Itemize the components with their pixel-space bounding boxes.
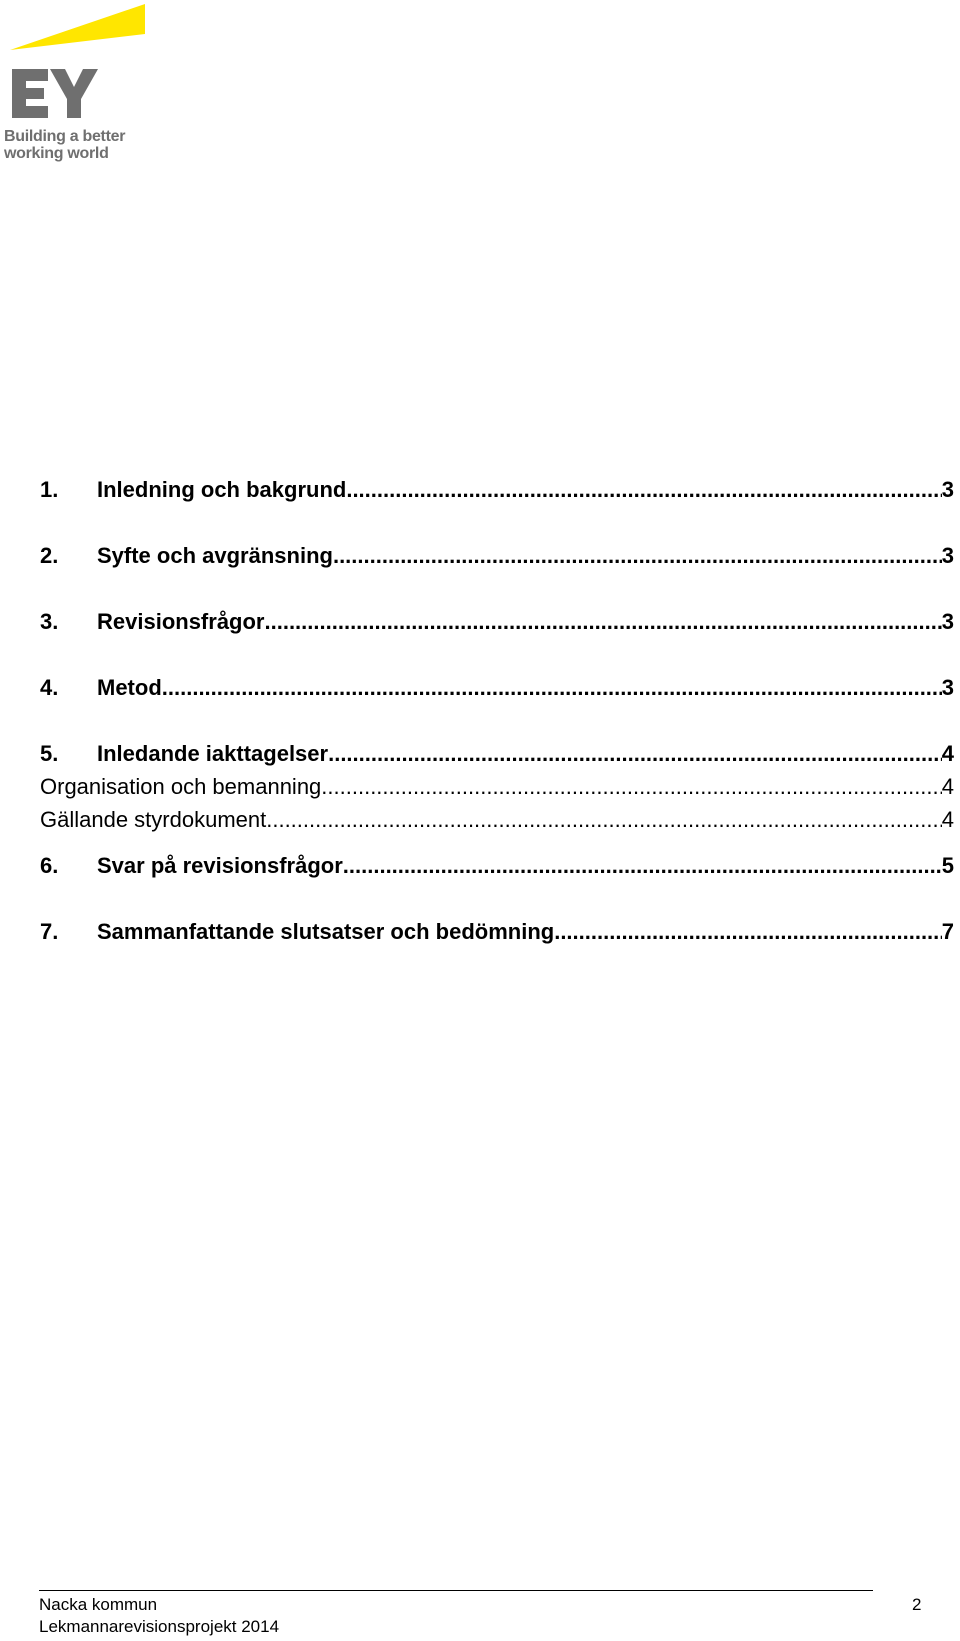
toc-leader <box>343 851 942 881</box>
ey-beam-icon <box>10 4 145 50</box>
toc-entry[interactable] <box>40 739 954 769</box>
footer-organization: Nacka kommun <box>39 1595 158 1614</box>
toc-entry[interactable] <box>40 772 954 802</box>
toc-entry[interactable] <box>40 607 954 637</box>
toc-number: 2. <box>40 543 59 568</box>
logo-tagline-line2: working world <box>4 145 109 162</box>
toc-title: Revisionsfrågor <box>97 609 265 634</box>
toc-leader <box>346 475 941 505</box>
toc-leader <box>265 607 942 637</box>
toc-leader <box>266 805 942 835</box>
toc-number: 3. <box>40 609 59 634</box>
toc-leader <box>333 541 942 571</box>
toc-page: 3 <box>941 609 954 634</box>
toc-title: Gällande styrdokument <box>40 807 267 832</box>
ey-logo-mark <box>8 2 158 127</box>
toc-page: 3 <box>941 477 954 502</box>
footer-divider <box>39 1590 873 1591</box>
logo-tagline-line1: Building a better <box>4 128 126 145</box>
toc-title: Svar på revisionsfrågor <box>97 853 343 878</box>
toc-title: Metod <box>97 675 162 700</box>
toc-leader <box>321 772 941 802</box>
toc-page: 4 <box>941 741 954 766</box>
toc-leader <box>162 673 942 703</box>
ey-letter-e-icon <box>12 69 48 118</box>
toc-entry[interactable] <box>40 917 954 947</box>
toc-title: Inledande iakttagelser <box>97 741 329 766</box>
footer-page-number: 2 <box>912 1595 922 1614</box>
toc-entry[interactable] <box>40 475 954 505</box>
toc-leader <box>328 739 942 769</box>
toc-leader <box>554 917 942 947</box>
footer-project: Lekmannarevisionsprojekt 2014 <box>39 1617 280 1636</box>
toc-title: Syfte och avgränsning <box>97 543 333 568</box>
toc-entry[interactable] <box>40 851 954 881</box>
toc-page: 4 <box>941 807 954 832</box>
toc-entry[interactable] <box>40 541 954 571</box>
ey-letter-y-icon <box>50 69 98 118</box>
toc-title: Organisation och bemanning <box>40 774 322 799</box>
toc-page: 7 <box>941 919 954 944</box>
toc-entry[interactable] <box>40 673 954 703</box>
toc-title: Sammanfattande slutsatser och bedömning <box>97 919 555 944</box>
toc-number: 1. <box>40 477 59 502</box>
toc-page: 3 <box>941 543 954 568</box>
toc-page: 3 <box>941 675 954 700</box>
toc-page: 5 <box>941 853 954 878</box>
toc-entry[interactable] <box>40 805 954 835</box>
footer-info <box>39 1594 279 1638</box>
toc-page: 4 <box>941 774 954 799</box>
toc-number: 6. <box>40 853 59 878</box>
toc-number: 7. <box>40 919 59 944</box>
toc-title: Inledning och bakgrund <box>97 477 347 502</box>
logo-tagline <box>4 128 125 162</box>
toc-number: 5. <box>40 741 59 766</box>
toc-number: 4. <box>40 675 59 700</box>
